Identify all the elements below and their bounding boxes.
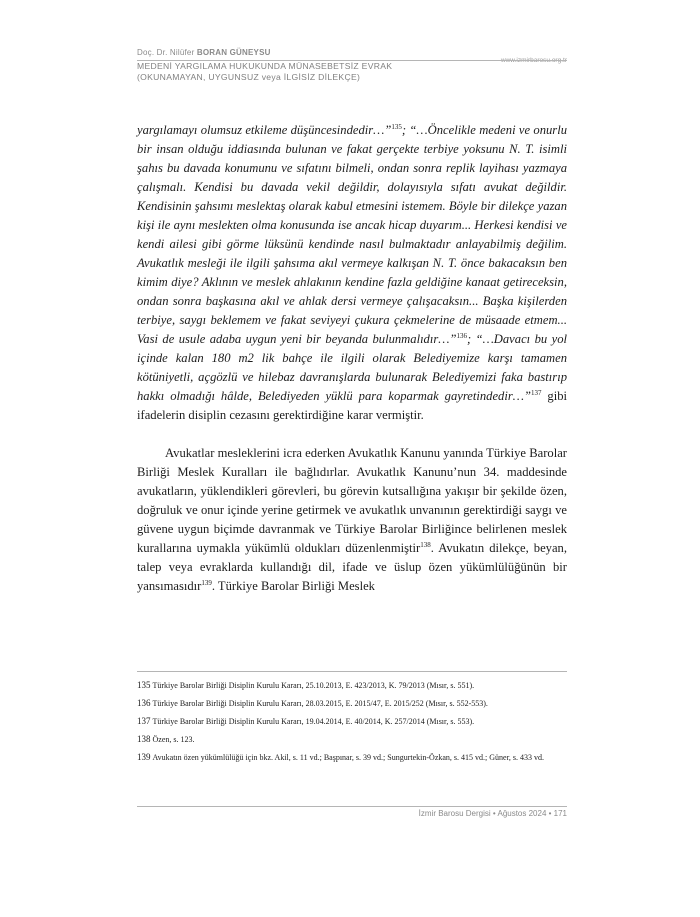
quote-1: yargılamayı olumsuz etkileme düşüncesindedir…”: [137, 123, 392, 137]
quote-3: ; “…Davacı bu yol içinde kalan 180 m2 lik bahçe ile ilgili olarak Belediyemize karşı tamamen kötüniyetli, açgözlü ve hilebaz davranışlarda bulunarak Belediyemizi faka bastırıp hakkı olmadığı hâlde, Belediyeden yüklü para koparmak gayretindedir…”: [137, 332, 567, 403]
footnote-number: 135: [137, 680, 151, 690]
website-url: www.izmirbarosu.org.tr: [500, 57, 567, 64]
footnote-138: [137, 734, 567, 745]
footnote-text: Türkiye Barolar Birliği Disiplin Kurulu Kararı, 25.10.2013, E. 423/2013, K. 79/2013 (Mısır, s. 551).: [152, 681, 475, 690]
footnote-ref-138: 138: [420, 540, 431, 549]
main-text: [137, 121, 567, 596]
page-header: [137, 47, 567, 83]
footer-divider: [137, 806, 567, 807]
running-title-line1: MEDENİ YARGILAMA HUKUKUNDA MÜNASEBETSİZ EVRAK: [137, 61, 393, 71]
paragraph-2-part3: . Türkiye Barolar Birliği Meslek: [211, 579, 375, 593]
footnote-text: Özen, s. 123.: [152, 735, 195, 744]
page-footer: İzmir Barosu Dergisi • Ağustos 2024 • 171: [418, 809, 567, 818]
footnote-number: 139: [137, 752, 151, 762]
paragraph-2-part1: Avukatlar mesleklerini icra ederken Avukatlık Kanunu yanında Türkiye Barolar Birliği Meslek Kuralları ile bağlıdırlar. Avukatlık Kanunu’nun 34. maddesinde avukatların, yüklendikleri görevleri, bu görevin kutsallığına yakışır bir şekilde özen, doğruluk ve onur içinde yerine getirmek ve avukatlık unvanının gerektirdiği saygı ve güvene uygun biçimde davranmak ve Türkiye Barolar Birliğince belirlenen meslek kurallarına uymakla yükümlü oldukları düzenlenmiştir: [137, 446, 567, 555]
footnote-number: 138: [137, 734, 151, 744]
footnote-divider: [137, 671, 567, 672]
footnote-number: 136: [137, 698, 151, 708]
author-first-name: Doç. Dr. Nilüfer: [137, 48, 197, 57]
footnote-135: [137, 680, 567, 691]
footnote-ref-139: 139: [201, 578, 212, 587]
quote-2: ; “…Öncelikle medeni ve onurlu bir insan olduğu iddiasında bulunan ve fakat gerçekte terbiye yoksunu N. T. isimli şahıs bu davada konumunu ve sıfatını bilmeli, ondan sonra replik layihası yazmaya çalışmalı. Kendisi bu davada vekil değildir, dolayısıyla sıfatı avukat değildir. Kendisinin şahsımı meslektaş olarak kabul etmesini istemem. Böyle bir dilekçe yazan kişi ile aynı meslekten olma konusunda ise ancak hicap duyarım... Herkesi kendisi ve kendi ailesi gibi görme lüksünü kendinde nasıl bulmaktadır anlayabilmiş değilim. Avukatlık mesleği ile ilgili şahsıma akıl vermeye kalkışan N. T. önce bakacaksın ben kimim diye? Aklının ve meslek ahlakının kendine fazla geldiğine kanaat getireceksin, ondan sonra başkasına akıl ve ahlak dersi vermeye çalışacaksın... Başka kişilerden terbiye, saygı beklemem ve fakat seviyeyi çukura çekmelerine de müsaade etmem... Vasi de usule adaba uygun yeni bir beyanda bulunmalıdır…”: [137, 123, 568, 346]
paragraph-1-tail: gibi ifadelerin disiplin cezasını gerektirdiğine karar vermiştir.: [137, 389, 567, 422]
paragraph-2-part2: . Avukatın dilekçe, beyan, talep veya evraklarda kullandığı dil, ifade ve üslup özen yükümlülüğünün bir yansımasıdır: [137, 541, 567, 593]
running-title-line2: (OKUNAMAYAN, UYGUNSUZ veya İLGİSİZ DİLEKÇE): [137, 72, 361, 82]
footnote-ref-135: 135: [391, 122, 402, 131]
header-divider: [137, 60, 459, 61]
footnote-number: 137: [137, 716, 151, 726]
footnote-137: [137, 716, 567, 727]
footnote-text: Avukatın özen yükümlülüğü için bkz. Akil, s. 11 vd.; Başpınar, s. 39 vd.; Sungurtekin-Özkan, s. 415 vd.; Güner, s. 433 vd.: [152, 753, 545, 762]
paragraph-2: [137, 444, 567, 596]
footnote-text: Türkiye Barolar Birliği Disiplin Kurulu Kararı, 19.04.2014, E. 40/2014, K. 257/2014 (Mısır, s. 553).: [152, 717, 475, 726]
footnote-136: [137, 698, 567, 709]
footnote-ref-137: 137: [530, 388, 542, 397]
footnote-ref-136: 136: [456, 331, 467, 340]
footnote-text: Türkiye Barolar Birliği Disiplin Kurulu Kararı, 28.03.2015, E. 2015/47, E. 2015/252 (Mısır, s. 552-553).: [152, 699, 488, 708]
footnotes: [137, 680, 567, 770]
header-divider-right: [459, 60, 567, 61]
footnote-139: [137, 752, 567, 763]
author-surname: BORAN GÜNEYSU: [196, 48, 271, 57]
paragraph-1: [137, 121, 567, 425]
